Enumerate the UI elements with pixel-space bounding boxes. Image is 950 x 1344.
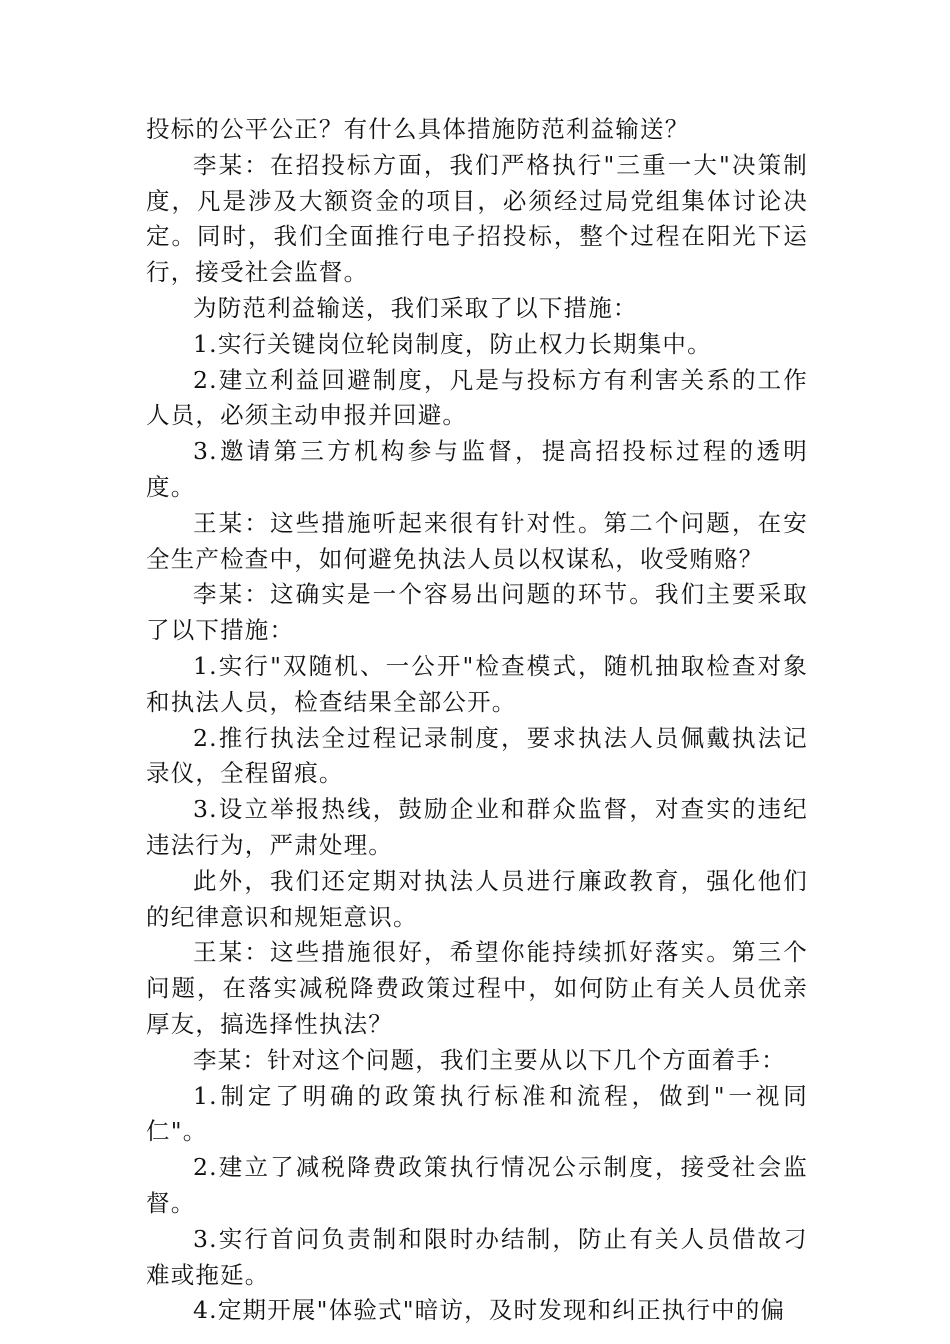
document-body [146,112,808,1329]
list-item: 1.实行"双随机、一公开"检查模式，随机抽取检查对象和执法人员，检查结果全部公开。 [146,651,808,716]
paragraph: 投标的公平公正？有什么具体措施防范利益输送？ [146,115,690,143]
paragraph: 李某：这确实是一个容易出问题的环节。我们主要采取了以下措施： [146,580,808,645]
paragraph: 李某：针对这个问题，我们主要从以下几个方面着手： [193,1045,786,1074]
list-item: 4.定期开展"体验式"暗访，及时发现和纠正执行中的偏 [193,1296,786,1325]
paragraph: 王某：这些措施听起来很有针对性。第二个问题，在安全生产检查中，如何避免执法人员以权谋私，收受贿赂？ [146,508,808,573]
list-item: 2.建立利益回避制度，凡是与投标方有利害关系的工作人员，必须主动申报并回避。 [146,365,808,430]
list-item: 1.制定了明确的政策执行标准和流程，做到"一视同仁"。 [146,1081,808,1146]
list-item: 3.设立举报热线，鼓励企业和群众监督，对查实的违纪违法行为，严肃处理。 [146,795,808,859]
paragraph: 王某：这些措施很好，希望你能持续抓好落实。第三个问题，在落实减税降费政策过程中，如何防止有关人员优亲厚友，搞选择性执法？ [146,938,808,1038]
list-item: 3.邀请第三方机构参与监督，提高招投标过程的透明度。 [146,437,808,501]
paragraph: 为防范利益输送，我们采取了以下措施： [193,293,638,322]
list-item: 2.推行执法全过程记录制度，要求执法人员佩戴执法记录仪，全程留痕。 [146,723,808,788]
list-item: 2.建立了减税降费政策执行情况公示制度，接受社会监督。 [146,1153,808,1217]
paragraph: 此外，我们还定期对执法人员进行廉政教育，强化他们的纪律意识和规矩意识。 [146,866,808,931]
list-item: 3.实行首问负责制和限时办结制，防止有关人员借故刁难或拖延。 [146,1224,808,1289]
list-item: 1.实行关键岗位轮岗制度，防止权力长期集中。 [193,329,712,358]
paragraph: 李某：在招投标方面，我们严格执行"三重一大"决策制度，凡是涉及大额资金的项目，必须经过局党组集体讨论决定。同时，我们全面推行电子招投标，整个过程在阳光下运行，接受社会监督。 [146,150,808,287]
